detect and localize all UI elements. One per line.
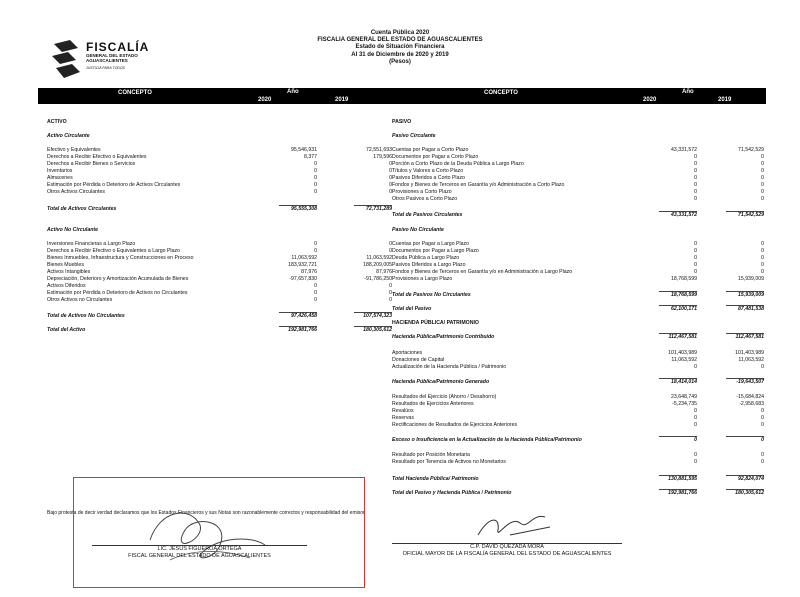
total-rule xyxy=(354,312,392,313)
row-label: Porción a Corto Plazo de la Deuda Pública a Largo Plazo xyxy=(392,161,524,167)
table-row xyxy=(47,154,392,161)
total-rule xyxy=(726,436,764,437)
row-value-2019: 0 xyxy=(761,175,764,181)
row-value-2019: 0 xyxy=(389,175,392,181)
row-value-2019: 0 xyxy=(389,283,392,289)
row-value-2019: 0 xyxy=(761,196,764,202)
row-value-2020: 0 xyxy=(694,241,697,247)
row-value-2019: 0 xyxy=(761,269,764,275)
table-row xyxy=(392,379,767,386)
row-label: Otros Activos no Circulantes xyxy=(47,297,113,303)
column-header-year-2019: 2019 xyxy=(335,97,349,103)
row-label: PASIVO xyxy=(392,119,412,125)
table-row xyxy=(392,248,767,255)
table-row xyxy=(47,227,377,234)
signer-name-right: C.P. DAVID QUEZADA MORA xyxy=(470,544,544,550)
table-row xyxy=(392,168,767,175)
row-value-2019: -2,958,683 xyxy=(739,401,764,407)
column-header-year-2020: 2020 xyxy=(643,97,657,103)
row-value-2020: 97,426,458 xyxy=(291,313,317,319)
table-row xyxy=(392,364,767,371)
row-value-2020: 0 xyxy=(694,262,697,268)
row-label: Estimación por Pérdida o Deterioro de Activos Circulantes xyxy=(47,182,181,188)
report-header-line5: (Pesos) xyxy=(389,58,411,65)
row-label: Rectificaciones de Resultados de Ejercicios Anteriores xyxy=(392,422,518,428)
row-value-2020: 0 xyxy=(694,408,697,414)
table-header-left xyxy=(38,88,388,104)
report-header-line2: FISCALIA GENERAL DEL ESTADO DE AGUASCALIENTES xyxy=(317,37,483,44)
fiscalia-logo xyxy=(50,38,170,84)
row-value-2020: 0 xyxy=(694,422,697,428)
row-value-2019: 0 xyxy=(761,154,764,160)
total-rule xyxy=(279,326,317,327)
row-value-2020: 18,414,014 xyxy=(671,379,697,385)
row-value-2020: 11,063,592 xyxy=(671,357,697,363)
table-row xyxy=(392,276,767,283)
row-value-2019: 0 xyxy=(761,168,764,174)
table-row xyxy=(392,147,767,154)
table-row xyxy=(392,437,767,444)
row-value-2020: 0 xyxy=(314,241,317,247)
table-row xyxy=(392,269,767,276)
row-label: Provisiones a Corto Plazo xyxy=(392,189,452,195)
row-label: Total Hacienda Pública/ Patrimonio xyxy=(392,476,479,482)
row-label: Efectivo y Equivalentes xyxy=(47,147,101,153)
row-value-2019: 0 xyxy=(761,182,764,188)
row-value-2020: 18,768,599 xyxy=(671,276,697,282)
table-row xyxy=(47,290,392,297)
table-row xyxy=(392,133,767,140)
row-value-2020: 0 xyxy=(694,196,697,202)
table-row xyxy=(47,182,392,189)
row-value-2019: 0 xyxy=(761,364,764,370)
row-value-2020: 0 xyxy=(694,452,697,458)
row-label: Total del Pasivo y Hacienda Pública / Patrimonio xyxy=(392,490,512,496)
row-value-2019: 71,542,529 xyxy=(738,212,764,218)
row-value-2019: 0 xyxy=(389,290,392,296)
row-label: Provisiones a Largo Plazo xyxy=(392,276,453,282)
row-value-2019: 0 xyxy=(761,452,764,458)
row-value-2020: 0 xyxy=(314,189,317,195)
table-row xyxy=(392,422,767,429)
logo-name: FISCALÍA xyxy=(86,40,150,54)
row-value-2020: 101,403,989 xyxy=(668,350,697,356)
row-label: Resultados del Ejercicio (Ahorro / Desahorro) xyxy=(392,394,497,400)
column-header-ano: Año xyxy=(682,89,694,95)
table-row xyxy=(392,476,767,483)
total-rule xyxy=(354,205,392,206)
row-label: Documentos por Pagar a Corto Plazo xyxy=(392,154,479,160)
row-label: Derechos a Recibir Efectivo o Equivalentes xyxy=(47,154,147,160)
table-row xyxy=(47,241,392,248)
signer-title-left: FISCAL GENERAL DEL ESTADO DE AGUASCALIENTES xyxy=(128,553,271,559)
row-value-2020: 183,932,721 xyxy=(288,262,317,268)
row-value-2020: 0 xyxy=(314,168,317,174)
row-label: Resultados de Ejercicios Anteriores xyxy=(392,401,474,407)
row-value-2020: 0 xyxy=(314,297,317,303)
row-label: HACIENDA PÚBLICA/ PATRIMONIO xyxy=(392,320,479,326)
row-value-2020: 43,331,572 xyxy=(671,147,697,153)
signature-block-left xyxy=(92,546,307,560)
row-value-2019: 0 xyxy=(389,168,392,174)
row-label: Fondos y Bienes de Terceros en Garantía y/o Administración a Corto Plazo xyxy=(392,182,565,188)
row-value-2020: 0 xyxy=(694,182,697,188)
footer-statement: Bajo protesta de decir verdad declaramos que los Estados Financieros y sus Notas son razonablemente correctos y responsabilidad del emisor xyxy=(47,510,365,516)
total-rule xyxy=(354,326,392,327)
row-value-2019: 0 xyxy=(761,459,764,465)
table-row xyxy=(392,212,767,219)
total-rule xyxy=(726,489,764,490)
total-rule xyxy=(726,211,764,212)
fiscalia-emblem-icon xyxy=(50,38,82,82)
row-label: Documentos por Pagar a Largo Plazo xyxy=(392,248,479,254)
row-value-2019: 179,596 xyxy=(373,154,392,160)
row-value-2020: 43,331,572 xyxy=(671,212,697,218)
row-value-2020: 0 xyxy=(694,175,697,181)
table-row xyxy=(392,306,767,313)
row-value-2019: -15,684,824 xyxy=(736,394,764,400)
row-value-2019: 0 xyxy=(389,297,392,303)
row-value-2020: 0 xyxy=(694,161,697,167)
row-value-2020: 8,377 xyxy=(304,154,317,160)
row-value-2019: 0 xyxy=(761,262,764,268)
row-value-2020: 0 xyxy=(694,168,697,174)
column-header-concepto: CONCEPTO xyxy=(118,90,152,96)
table-row xyxy=(392,182,767,189)
row-value-2019: 0 xyxy=(761,415,764,421)
row-label: Resultado por Posición Monetaria xyxy=(392,452,470,458)
row-label: Bienes Muebles xyxy=(47,262,84,268)
row-value-2019: -19,643,507 xyxy=(736,379,764,385)
table-row xyxy=(392,161,767,168)
total-rule xyxy=(659,475,697,476)
row-value-2020: 0 xyxy=(314,248,317,254)
table-row xyxy=(47,313,392,320)
row-label: Reservas xyxy=(392,415,414,421)
row-label: Estimación por Pérdida o Deterioro de Activos no Circulantes xyxy=(47,290,188,296)
row-value-2019: 0 xyxy=(389,189,392,195)
table-row xyxy=(392,227,767,234)
row-value-2019: 72,551,693 xyxy=(366,147,392,153)
row-value-2019: 92,824,074 xyxy=(738,476,764,482)
table-row xyxy=(392,459,767,466)
total-rule xyxy=(659,333,697,334)
row-label: Inversiones Financieras a Largo Plazo xyxy=(47,241,136,247)
table-row xyxy=(47,133,377,140)
row-value-2020: 95,546,931 xyxy=(291,147,317,153)
row-label: Hacienda Pública/Patrimonio Contribuido xyxy=(392,334,495,340)
table-row xyxy=(392,292,767,299)
table-row xyxy=(47,283,392,290)
table-row xyxy=(392,119,767,126)
row-value-2020: 95,555,308 xyxy=(291,206,317,212)
report-header-line3: Estado de Situación Financiera xyxy=(355,44,445,51)
table-row xyxy=(47,206,392,213)
row-value-2020: 0 xyxy=(694,415,697,421)
signer-name-left: LIC. JESUS FIGUEROA ORTEGA xyxy=(157,546,242,552)
row-value-2019: 0 xyxy=(761,248,764,254)
row-value-2019: 0 xyxy=(761,255,764,261)
total-rule xyxy=(726,475,764,476)
row-value-2019: 11,063,592 xyxy=(738,357,764,363)
table-row xyxy=(392,175,767,182)
row-label: Cuentas por Pagar a Corto Plazo xyxy=(392,147,469,153)
row-value-2020: 0 xyxy=(694,459,697,465)
row-label: Total de Pasivos No Circulantes xyxy=(392,292,471,298)
row-label: Donaciones de Capital xyxy=(392,357,445,363)
row-label: Pasivos Diferidos a Largo Plazo xyxy=(392,262,466,268)
row-value-2019: 180,305,612 xyxy=(363,327,392,333)
table-row xyxy=(47,189,392,196)
row-label: Total del Activo xyxy=(47,327,86,333)
row-value-2020: 62,100,171 xyxy=(671,306,697,312)
row-label: Pasivos Diferidos a Corto Plazo xyxy=(392,175,465,181)
table-row xyxy=(392,452,767,459)
row-value-2020: -97,657,830 xyxy=(289,276,317,282)
column-header-concepto: CONCEPTO xyxy=(484,90,518,96)
row-label: Inventarios xyxy=(47,168,73,174)
table-row xyxy=(47,276,392,283)
total-rule xyxy=(726,291,764,292)
column-header-year-2019: 2019 xyxy=(718,97,732,103)
total-rule xyxy=(659,305,697,306)
table-row xyxy=(392,154,767,161)
row-value-2019: 15,939,009 xyxy=(738,276,764,282)
row-label: Derechos a Recibir Bienes o Servicios xyxy=(47,161,136,167)
row-value-2020: 23,648,749 xyxy=(671,394,697,400)
table-row xyxy=(392,490,767,497)
report-header xyxy=(260,30,540,66)
table-header-right xyxy=(388,88,766,104)
row-label: Activo No Circulante xyxy=(47,227,99,233)
table-row xyxy=(392,350,767,357)
row-label: Almacenes xyxy=(47,175,73,181)
row-label: Bienes Inmuebles, Infraestructura y Construcciones en Proceso xyxy=(47,255,194,261)
row-value-2020: 130,881,595 xyxy=(668,476,697,482)
row-label: Total del Pasivo xyxy=(392,306,432,312)
row-label: Derechos a Recibir Efectivo o Equivalentes a Largo Plazo xyxy=(47,248,180,254)
row-value-2020: 11,063,592 xyxy=(291,255,317,261)
row-value-2019: 101,403,989 xyxy=(735,350,764,356)
row-value-2019: 0 xyxy=(389,241,392,247)
table-row xyxy=(47,161,392,168)
total-rule xyxy=(726,305,764,306)
total-rule xyxy=(726,378,764,379)
row-value-2020: 18,768,599 xyxy=(671,292,697,298)
row-value-2019: 0 xyxy=(761,408,764,414)
row-value-2020: 0 xyxy=(694,248,697,254)
row-label: Depreciación, Deterioro y Amortización Acumulada de Bienes xyxy=(47,276,189,282)
row-label: Activo Circulante xyxy=(47,133,90,139)
table-row xyxy=(47,147,392,154)
report-header-line4: Al 31 de Diciembre de 2020 y 2019 xyxy=(351,51,449,58)
row-label: Pasivo No Circulante xyxy=(392,227,444,233)
row-value-2020: 0 xyxy=(694,154,697,160)
logo-subtitle: GENERAL DEL ESTADO AGUASCALIENTES xyxy=(86,53,138,63)
row-label: Total de Pasivos Circulantes xyxy=(392,212,463,218)
column-header-year-2020: 2020 xyxy=(258,97,272,103)
table-row xyxy=(392,357,767,364)
table-row xyxy=(47,269,392,276)
row-value-2019: 87,481,538 xyxy=(738,306,764,312)
table-row xyxy=(392,415,767,422)
row-label: Actualización de la Hacienda Pública / Patrimonio xyxy=(392,364,507,370)
row-value-2020: 0 xyxy=(314,175,317,181)
row-label: Total de Activos No Circulantes xyxy=(47,313,125,319)
row-label: Otros Pasivos a Corto Plazo xyxy=(392,196,458,202)
table-row xyxy=(392,334,767,341)
column-header-ano: Año xyxy=(287,89,299,95)
row-label: Fondos y Bienes de Terceros en Garantía y/o en Administración a Largo Plazo xyxy=(392,269,573,275)
row-value-2020: 0 xyxy=(314,161,317,167)
row-value-2020: 112,467,581 xyxy=(668,334,697,340)
total-rule xyxy=(659,489,697,490)
row-label: Hacienda Pública/Patrimonio Generado xyxy=(392,379,490,385)
row-value-2020: 0 xyxy=(694,437,697,443)
table-row xyxy=(392,262,767,269)
row-value-2019: 0 xyxy=(389,161,392,167)
row-value-2020: 0 xyxy=(314,182,317,188)
row-value-2019: 188,209,005 xyxy=(363,262,392,268)
row-label: Deuda Pública a Largo Plazo xyxy=(392,255,460,261)
table-row xyxy=(392,241,767,248)
table-row xyxy=(47,248,392,255)
row-value-2020: 0 xyxy=(694,255,697,261)
row-value-2020: 0 xyxy=(694,364,697,370)
row-value-2019: 0 xyxy=(389,248,392,254)
table-row xyxy=(47,175,392,182)
table-row xyxy=(47,119,377,126)
table-row xyxy=(47,327,392,334)
row-value-2019: -91,786,250 xyxy=(364,276,392,282)
table-row xyxy=(392,394,767,401)
row-label: Activos Diferidos xyxy=(47,283,86,289)
table-row xyxy=(392,255,767,262)
total-rule xyxy=(659,378,697,379)
signer-title-right: OFICIAL MAYOR DE LA FISCALÍA GENERAL DEL ESTADO DE AGUASCALIENTES xyxy=(402,551,612,557)
table-row xyxy=(392,189,767,196)
table-row xyxy=(392,401,767,408)
total-rule xyxy=(279,312,317,313)
row-value-2019: 107,574,323 xyxy=(363,313,392,319)
row-label: Total de Activos Circulantes xyxy=(47,206,117,212)
row-value-2020: 0 xyxy=(314,283,317,289)
row-value-2020: 87,976 xyxy=(301,269,317,275)
row-value-2019: 180,305,612 xyxy=(735,490,764,496)
signature-scribble-right xyxy=(470,505,560,545)
row-value-2019: 0 xyxy=(761,241,764,247)
row-value-2019: 112,467,581 xyxy=(735,334,764,340)
table-row xyxy=(47,297,392,304)
row-value-2019: 0 xyxy=(389,182,392,188)
table-row xyxy=(47,168,392,175)
row-value-2020: 192,981,766 xyxy=(668,490,697,496)
total-rule xyxy=(659,291,697,292)
row-label: Resultado por Tenencia de Activos no Monetarios xyxy=(392,459,506,465)
row-label: ACTIVO xyxy=(47,119,67,125)
report-header-line1: Cuenta Pública 2020 xyxy=(370,30,430,36)
row-value-2020: 0 xyxy=(694,189,697,195)
total-rule xyxy=(726,333,764,334)
row-label: Activos Intangibles xyxy=(47,269,91,275)
table-row xyxy=(392,320,767,327)
row-value-2019: 0 xyxy=(761,437,764,443)
row-value-2019: 87,976 xyxy=(376,269,392,275)
row-value-2019: 72,731,289 xyxy=(366,206,392,212)
row-label: Otros Activos Circulantes xyxy=(47,189,105,195)
row-value-2019: 0 xyxy=(761,161,764,167)
total-rule xyxy=(659,211,697,212)
signature-block-right xyxy=(392,544,622,558)
row-label: Exceso o Insuficiencia en la Actualización de la Hacienda Pública/Patrimonio xyxy=(392,437,582,443)
row-label: Pasivo Circulante xyxy=(392,133,436,139)
total-rule xyxy=(659,436,697,437)
row-value-2020: 0 xyxy=(314,290,317,296)
total-rule xyxy=(279,205,317,206)
table-row xyxy=(392,408,767,415)
row-value-2019: 11,063,592 xyxy=(366,255,392,261)
row-label: Títulos y Valores a Corto Plazo xyxy=(392,168,464,174)
row-value-2019: 15,939,009 xyxy=(738,292,764,298)
row-label: Cuentas por Pagar a Largo Plazo xyxy=(392,241,469,247)
row-value-2019: 71,542,529 xyxy=(738,147,764,153)
row-value-2019: 0 xyxy=(761,422,764,428)
row-label: Revalúos xyxy=(392,408,414,414)
table-row xyxy=(47,255,392,262)
row-label: Aportaciones xyxy=(392,350,423,356)
row-value-2019: 0 xyxy=(761,189,764,195)
row-value-2020: 192,981,766 xyxy=(288,327,317,333)
table-row xyxy=(47,262,392,269)
row-value-2020: 0 xyxy=(694,269,697,275)
logo-tagline: JUSTICIA PARA TODOS xyxy=(86,66,125,70)
row-value-2020: -5,234,735 xyxy=(672,401,697,407)
table-row xyxy=(392,196,767,203)
